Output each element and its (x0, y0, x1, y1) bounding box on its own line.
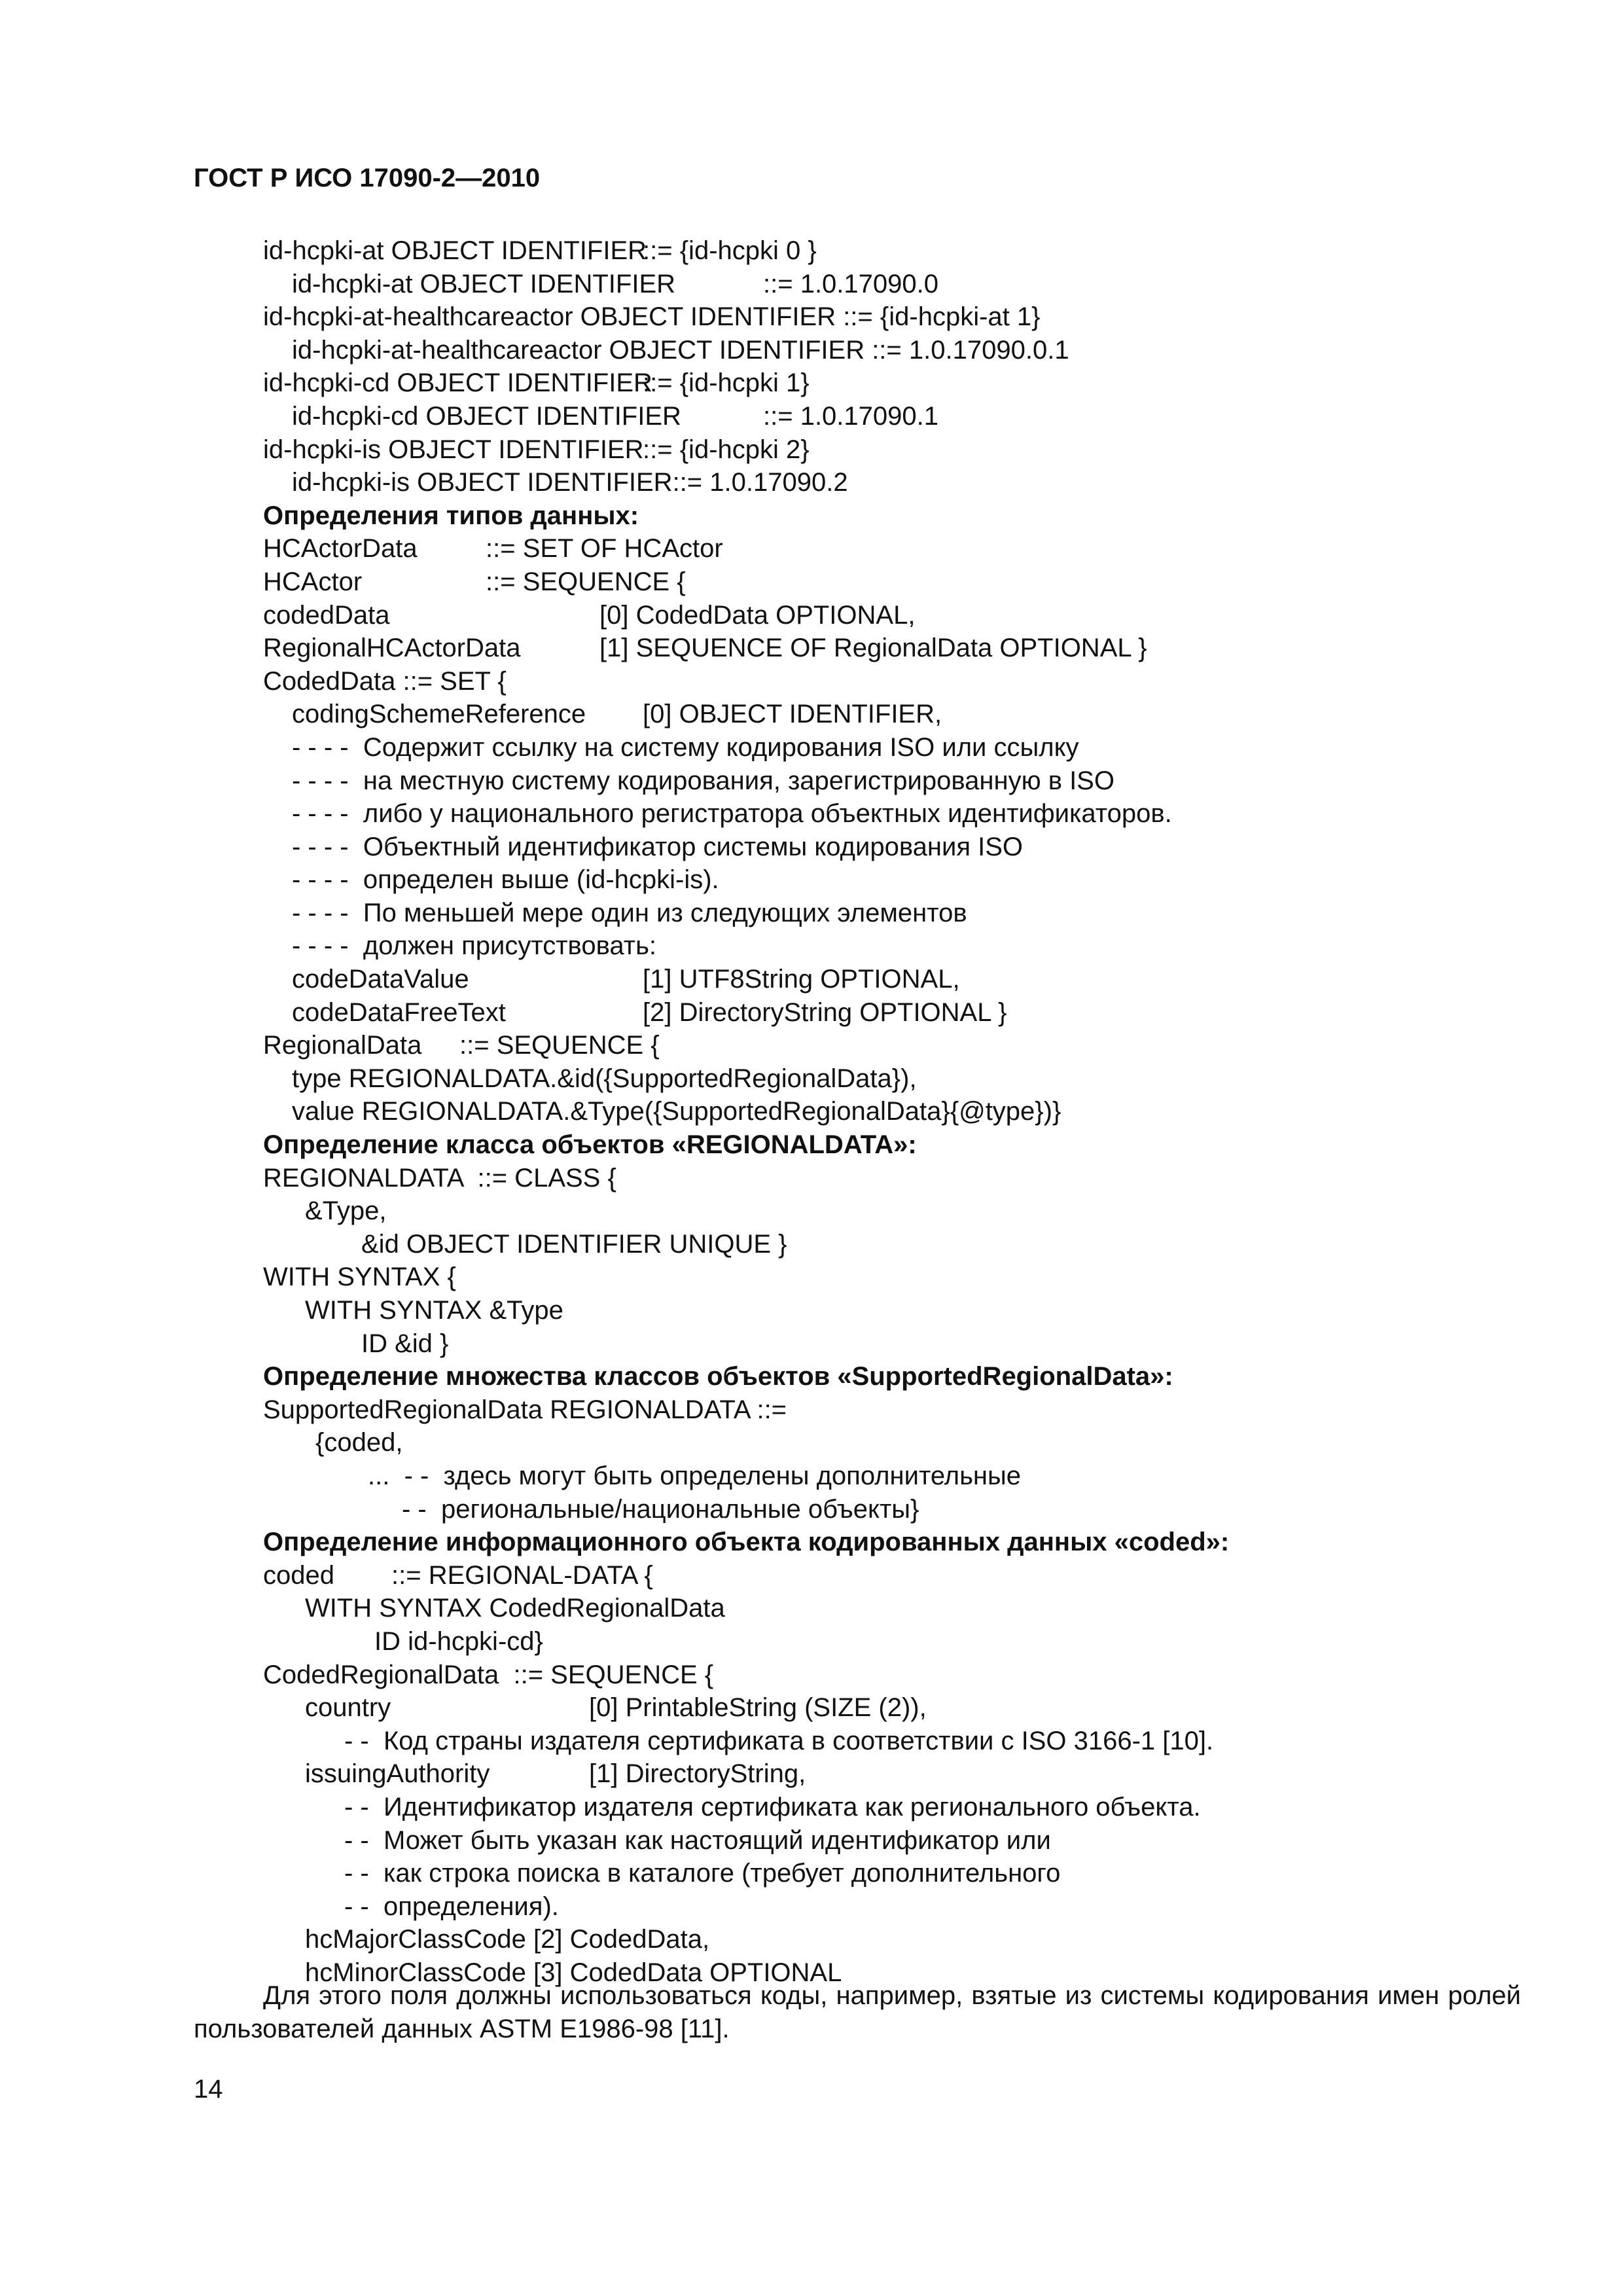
code-text: - - Код страны издателя сертификата в соответствии с ISO 3166-1 [10]. (344, 1726, 1214, 1755)
code-text: id-hcpki-at-healthcareactor OBJECT IDENTIFIER ::= 1.0.17090.0.1 (292, 335, 1069, 365)
code-text: RegionalData (263, 1031, 422, 1060)
code-text: - - - - Объектный идентификатор системы кодирования ISO (292, 832, 1023, 861)
code-line (263, 334, 1507, 367)
code-text: id-hcpki-at OBJECT IDENTIFIER (292, 269, 676, 298)
paragraph-text: Для этого поля должны использоваться коды, например, взятые из системы кодирования имен ролей пользователей данных ASTM E1986-98 [11]. (194, 1981, 1521, 2043)
code-line (263, 963, 1507, 996)
code-text: ID id-hcpki-cd} (374, 1626, 543, 1656)
code-line (263, 665, 1507, 698)
code-text: ID &id } (361, 1329, 449, 1358)
section-heading (263, 1360, 1507, 1393)
code-line (263, 1294, 1507, 1327)
code-line (263, 1194, 1507, 1228)
code-line (263, 1625, 1507, 1659)
code-text: codeDataFreeText (292, 997, 506, 1027)
code-text: id-hcpki-is OBJECT IDENTIFIER::= 1.0.17090.2 (292, 468, 848, 497)
code-text: Определение класса объектов «REGIONALDATA»: (263, 1130, 917, 1160)
code-text: ::= {id-hcpki 0 } (643, 236, 817, 265)
code-text: - - Идентификатор издателя сертификата как регионального объекта. (344, 1792, 1201, 1821)
code-line (263, 234, 1507, 268)
code-line (263, 1691, 1507, 1725)
code-text: ::= {id-hcpki 2} (643, 435, 810, 464)
code-text: ::= SET OF HCActor (486, 534, 723, 564)
code-line (263, 1162, 1507, 1195)
code-text: [0] CodedData OPTIONAL, (599, 600, 916, 630)
code-line (263, 532, 1507, 565)
section-heading (263, 1128, 1507, 1162)
code-text: Определения типов данных: (263, 501, 639, 530)
code-text: value REGIONALDATA.&Type({SupportedRegionalData}{@type})} (292, 1097, 1061, 1126)
code-text: WITH SYNTAX { (263, 1263, 456, 1292)
code-text: CodedData ::= SET { (263, 666, 507, 696)
code-line (263, 1559, 1507, 1592)
code-line (263, 731, 1507, 764)
code-text: coded (263, 1560, 334, 1590)
code-text: hcMinorClassCode [3] CodedData OPTIONAL (305, 1958, 842, 1987)
code-text: REGIONALDATA ::= CLASS { (263, 1163, 616, 1193)
code-line (263, 1095, 1507, 1128)
code-line (263, 400, 1507, 433)
code-line (263, 1857, 1507, 1890)
code-text: Определение множества классов объектов «SupportedRegionalData»: (263, 1362, 1173, 1391)
code-text: ::= SEQUENCE { (486, 567, 686, 596)
code-line (263, 1725, 1507, 1758)
code-text: id-hcpki-cd OBJECT IDENTIFIER (292, 401, 681, 431)
code-text: codedData (263, 600, 390, 630)
code-text: - - - - По меньшей мере один из следующих элементов (292, 898, 967, 927)
code-text: issuingAuthority (305, 1759, 490, 1789)
code-text: codeDataValue (292, 965, 469, 994)
code-line (263, 831, 1507, 864)
code-text: [0] PrintableString (SIZE (2)), (589, 1693, 927, 1723)
code-line (263, 367, 1507, 400)
code-line (263, 1426, 1507, 1460)
code-text: codingSchemeReference (292, 700, 586, 729)
code-line (263, 300, 1507, 334)
code-line (263, 599, 1507, 632)
code-text: RegionalHCActorData (263, 634, 521, 663)
code-line (263, 1393, 1507, 1427)
code-text: - - - - Содержит ссылку на систему кодирования ISO или ссылку (292, 732, 1079, 762)
code-line (263, 1261, 1507, 1294)
code-text: id-hcpki-is OBJECT IDENTIFIER (263, 435, 644, 464)
code-text: - - - - на местную систему кодирования, зарегистрированную в ISO (292, 766, 1115, 795)
code-text: id-hcpki-at-healthcareactor OBJECT IDENTIFIER ::= {id-hcpki-at 1} (263, 302, 1041, 332)
code-text: type REGIONALDATA.&id({SupportedRegionalData}), (292, 1064, 917, 1093)
code-text: ::= SEQUENCE { (459, 1031, 660, 1060)
code-line (263, 1062, 1507, 1096)
code-text: &id OBJECT IDENTIFIER UNIQUE } (361, 1229, 787, 1259)
code-line (263, 632, 1507, 665)
code-text: CodedRegionalData ::= SEQUENCE { (263, 1660, 714, 1689)
code-line (263, 1228, 1507, 1261)
code-text: [1] DirectoryString, (589, 1759, 806, 1789)
code-text: - - - - либо у национального регистратора объектных идентификаторов. (292, 799, 1172, 829)
code-line (263, 863, 1507, 897)
code-line (263, 1923, 1507, 1956)
code-text: ::= 1.0.17090.0 (763, 269, 939, 298)
code-text: ... - - здесь могут быть определены дополнительные (368, 1461, 1022, 1490)
page-number: 14 (194, 2075, 223, 2104)
code-line (263, 1029, 1507, 1062)
code-text: - - как строка поиска в каталоге (требует дополнительного (344, 1859, 1061, 1888)
code-line (263, 1824, 1507, 1857)
code-line (263, 764, 1507, 798)
code-text: WITH SYNTAX CodedRegionalData (305, 1594, 725, 1623)
code-line (263, 1493, 1507, 1526)
code-line (263, 565, 1507, 599)
section-heading (263, 1526, 1507, 1559)
code-line (263, 433, 1507, 467)
code-text: - - - - определен выше (id-hcpki-is). (292, 865, 719, 895)
code-text: ::= {id-hcpki 1} (643, 368, 810, 398)
code-line (263, 1327, 1507, 1361)
code-text: ::= 1.0.17090.1 (763, 401, 939, 431)
code-line (263, 797, 1507, 831)
code-line (263, 996, 1507, 1030)
code-line (263, 1659, 1507, 1692)
code-text: [2] DirectoryString OPTIONAL } (643, 997, 1007, 1027)
code-text: ::= REGIONAL-DATA { (391, 1560, 653, 1590)
document-header: ГОСТ Р ИСО 17090-2—2010 (194, 164, 541, 192)
code-text: - - определения). (344, 1892, 559, 1921)
code-text: SupportedRegionalData REGIONALDATA ::= (263, 1395, 787, 1424)
code-line (263, 1890, 1507, 1924)
code-text: [1] SEQUENCE OF RegionalData OPTIONAL } (599, 634, 1147, 663)
code-text: - - Может быть указан как настоящий идентификатор или (344, 1825, 1051, 1855)
code-text: Определение информационного объекта кодированных данных «coded»: (263, 1528, 1230, 1557)
code-line (263, 466, 1507, 499)
code-text: HCActorData (263, 534, 418, 564)
code-line (263, 268, 1507, 301)
code-line (263, 1460, 1507, 1493)
code-line (263, 698, 1507, 731)
code-text: country (305, 1693, 391, 1723)
code-text: - - - - должен присутствовать: (292, 931, 657, 961)
asn1-code-listing (263, 234, 1507, 1989)
section-heading (263, 499, 1507, 533)
code-line (263, 1592, 1507, 1625)
code-text: HCActor (263, 567, 363, 596)
code-text: [1] UTF8String OPTIONAL, (643, 965, 960, 994)
code-text: id-hcpki-cd OBJECT IDENTIFIER (263, 368, 652, 398)
body-paragraph (194, 1979, 1521, 2045)
code-text: WITH SYNTAX &Type (305, 1296, 563, 1325)
code-text: - - региональные/национальные объекты} (402, 1494, 919, 1524)
code-line (263, 1791, 1507, 1824)
code-line (263, 929, 1507, 963)
code-text: &Type, (305, 1196, 387, 1226)
code-line (263, 1757, 1507, 1791)
code-text: {coded, (315, 1428, 403, 1458)
code-text: id-hcpki-at OBJECT IDENTIFIER (263, 236, 647, 265)
code-text: [0] OBJECT IDENTIFIER, (643, 700, 942, 729)
code-text: hcMajorClassCode [2] CodedData, (305, 1925, 710, 1954)
code-line (263, 897, 1507, 930)
